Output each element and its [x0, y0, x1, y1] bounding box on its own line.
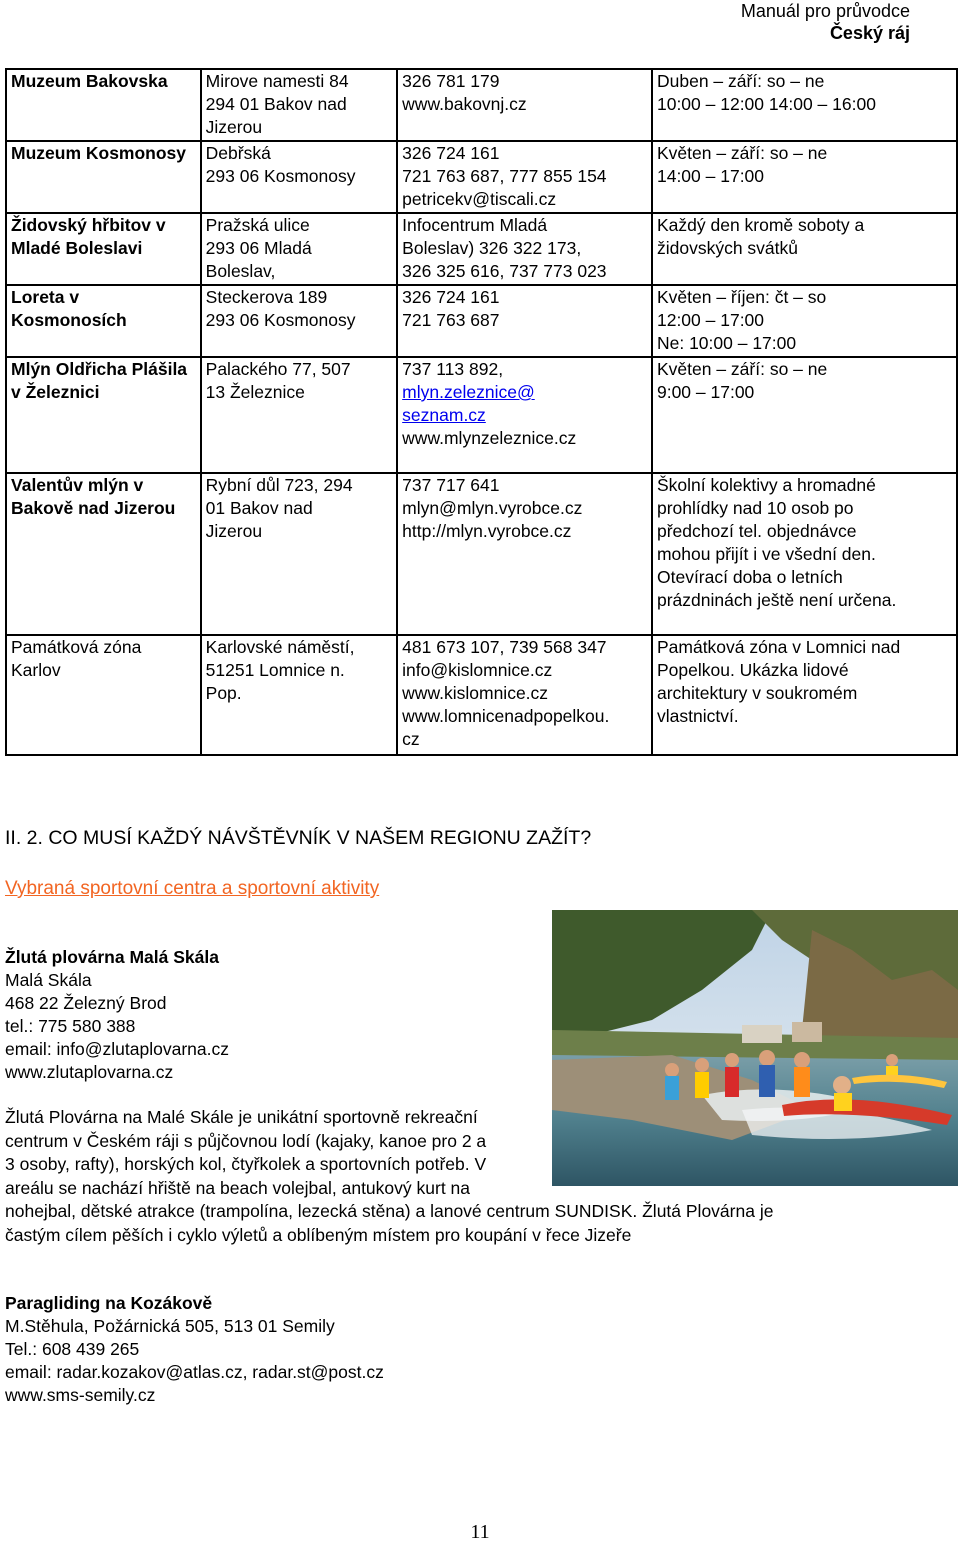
address-line: 293 06 Kosmonosy [205, 310, 356, 330]
address-line: 51251 Lomnice n. [205, 660, 345, 680]
address-line: Rybní důl 723, 294 [205, 475, 353, 495]
address-cell [201, 357, 398, 473]
address-line: 01 Bakov nad [205, 498, 313, 518]
plovarna-desc-line: centrum v Českém ráji s půjčovnou lodí (kajaky, kanoe pro 2 a [5, 1130, 487, 1151]
contact-line: 326 325 616, 737 773 023 [402, 261, 607, 281]
contact-line: 481 673 107, 739 568 347 [402, 637, 607, 657]
contact-line: 737 717 641 [402, 475, 500, 495]
contact-cell [397, 473, 652, 635]
attractions-table [5, 68, 958, 756]
address-line: 13 Železnice [205, 382, 305, 402]
attraction-name: Muzeum Bakovska [11, 71, 168, 91]
paragliding-line: M.Stěhula, Požárnická 505, 513 01 Semily [5, 1316, 335, 1336]
attraction-name-cell [6, 473, 201, 635]
contact-line: Infocentrum Mladá [402, 215, 548, 235]
contact-line: Boleslav) 326 322 173, [402, 238, 582, 258]
paragliding-line: www.sms-semily.cz [5, 1385, 156, 1405]
contact-line: mlyn@mlyn.vyrobce.cz [402, 498, 583, 518]
header-line-2: Český ráj [829, 23, 910, 43]
plovarna-line: email: info@zlutaplovarna.cz [5, 1039, 229, 1059]
address-line: Karlovské náměstí, [205, 637, 355, 657]
address-cell [201, 213, 398, 285]
contact-line: 737 113 892, [402, 359, 504, 379]
hours-line: Školní kolektivy a hromadné [656, 475, 876, 495]
address-line: Mirove namesti 84 [205, 71, 349, 91]
table-row [6, 635, 957, 755]
attraction-name-cell [6, 635, 201, 755]
contact-line: http://mlyn.vyrobce.cz [402, 521, 572, 541]
plovarna-contact [5, 946, 229, 1084]
hours-line: Ne: 10:00 – 17:00 [656, 333, 797, 353]
paragliding-line: email: radar.kozakov@atlas.cz, radar.st@post.cz [5, 1362, 384, 1382]
hours-line: Každý den kromě soboty a [656, 215, 865, 235]
plovarna-line: 468 22 Železný Brod [5, 993, 167, 1013]
paragliding-line: Tel.: 608 439 265 [5, 1339, 140, 1359]
contact-line: 326 781 179 [402, 71, 500, 91]
email-link[interactable]: mlyn.zeleznice@ [402, 382, 535, 402]
table-row [6, 213, 957, 285]
hours-cell [652, 635, 957, 755]
hours-line: prohlídky nad 10 osob po [656, 498, 854, 518]
plovarna-desc-line: 3 osoby, rafty), horských kol, čtyřkolek a sportovních potřeb. V [5, 1154, 487, 1174]
contact-line [402, 404, 647, 427]
contact-line: 326 724 161 [402, 287, 500, 307]
hours-line: architektury v soukromém [656, 683, 858, 703]
attraction-name: Muzeum Kosmonosy [11, 143, 187, 163]
contact-cell [397, 213, 652, 285]
attraction-name-cell [6, 213, 201, 285]
section-subtitle: Vybraná sportovní centra a sportovní aktivity [5, 878, 380, 899]
hours-line: 14:00 – 17:00 [656, 166, 765, 186]
address-line: 293 06 Kosmonosy [205, 166, 356, 186]
hours-cell [652, 473, 957, 635]
address-line: 293 06 Mladá [205, 238, 312, 258]
hours-line: Květen – říjen: čt – so [656, 287, 827, 307]
contact-cell [397, 69, 652, 141]
paragliding-name: Paragliding na Kozákově [5, 1293, 213, 1313]
hours-line: Otevírací doba o letních [656, 567, 843, 587]
address-line: Pop. [205, 683, 242, 703]
hours-line: Květen – září: so – ne [656, 143, 828, 163]
contact-line: 721 763 687, 777 855 154 [402, 166, 607, 186]
contact-cell [397, 357, 652, 473]
hours-line: židovských svátků [656, 238, 799, 258]
address-line: Palackého 77, 507 [205, 359, 351, 379]
hours-line: 12:00 – 17:00 [656, 310, 765, 330]
contact-line: cz [402, 729, 420, 749]
contact-line: www.lomnicenadpopelkou. [402, 706, 610, 726]
plovarna-line: www.zlutaplovarna.cz [5, 1062, 174, 1082]
address-line: Pražská ulice [205, 215, 310, 235]
contact-cell [397, 285, 652, 357]
contact-cell [397, 141, 652, 213]
attraction-name: Valentův mlýn v Bakově nad Jizerou [11, 475, 176, 518]
contact-line: 326 724 161 [402, 143, 500, 163]
address-cell [201, 635, 398, 755]
address-cell [201, 473, 398, 635]
paragliding-contact [5, 1292, 384, 1407]
table-row [6, 357, 957, 473]
attraction-name-cell [6, 285, 201, 357]
attraction-name-cell [6, 141, 201, 213]
section-title: II. 2. CO MUSÍ KAŽDÝ NÁVŠTĚVNÍK V NAŠEM REGIONU ZAŽÍT? [5, 827, 592, 849]
hours-cell [652, 141, 957, 213]
contact-cell [397, 635, 652, 755]
email-link[interactable]: seznam.cz [402, 405, 486, 425]
address-line: Debřská [205, 143, 271, 163]
contact-line: info@kislomnice.cz [402, 660, 553, 680]
address-line: Steckerova 189 [205, 287, 328, 307]
address-cell [201, 285, 398, 357]
contact-line: www.bakovnj.cz [402, 94, 527, 114]
attraction-name-cell [6, 69, 201, 141]
page-header [741, 0, 910, 44]
contact-line: www.kislomnice.cz [402, 683, 549, 703]
table-row [6, 69, 957, 141]
address-line: Jizerou [205, 521, 263, 541]
contact-line: petricekv@tiscali.cz [402, 189, 557, 209]
attraction-name: Památková zóna Karlov [11, 637, 142, 680]
table-row [6, 473, 957, 635]
address-line: Jizerou [205, 117, 263, 137]
hours-line: vlastnictví. [656, 706, 739, 726]
attraction-name-cell [6, 357, 201, 473]
address-line: 294 01 Bakov nad [205, 94, 347, 114]
plovarna-desc-line: areálu se nachází hřiště na beach volejbal, antukový kurt na [5, 1177, 471, 1198]
plovarna-line: Malá Skála [5, 970, 92, 990]
hours-line: Popelkou. Ukázka lidové [656, 660, 849, 680]
hours-cell [652, 285, 957, 357]
header-line-1: Manuál pro průvodce [740, 1, 910, 21]
contact-line: 721 763 687 [402, 310, 500, 330]
contact-line [402, 381, 647, 404]
attraction-name: Židovský hřbitov v Mladé Boleslavi [11, 215, 166, 258]
attraction-name: Loreta v Kosmonosích [11, 287, 127, 330]
plovarna-desc-line: Žlutá Plovárna na Malé Skále je unikátní sportovně rekreační [5, 1107, 478, 1127]
plovarna-description [5, 1106, 945, 1247]
table-row [6, 141, 957, 213]
address-line: Boleslav, [205, 261, 276, 281]
plovarna-line: tel.: 775 580 388 [5, 1016, 136, 1036]
contact-line: www.mlynzeleznice.cz [402, 428, 577, 448]
hours-line: Památková zóna v Lomnici nad [656, 637, 901, 657]
hours-cell [652, 69, 957, 141]
hours-line: předchozí tel. objednávce [656, 521, 857, 541]
hours-line: prázdninách ještě není určena. [656, 590, 897, 610]
hours-line: 10:00 – 12:00 14:00 – 16:00 [656, 94, 876, 114]
address-cell [201, 69, 398, 141]
hours-line: 9:00 – 17:00 [656, 382, 755, 402]
hours-cell [652, 357, 957, 473]
hours-cell [652, 213, 957, 285]
hours-line: mohou přijít i ve všední den. [656, 544, 876, 564]
hours-line: Duben – září: so – ne [656, 71, 825, 91]
attraction-name: Mlýn Oldřicha Plášila v Železnici [11, 359, 188, 402]
table-row [6, 285, 957, 357]
plovarna-desc-line: častým cílem pěších i cyklo výletů a oblíbeným místem pro koupání v řece Jizeře [5, 1224, 632, 1245]
address-cell [201, 141, 398, 213]
page-number: 11 [470, 1521, 490, 1543]
plovarna-name: Žlutá plovárna Malá Skála [5, 947, 219, 967]
hours-line: Květen – září: so – ne [656, 359, 828, 379]
plovarna-desc-line: nohejbal, dětské atrakce (trampolína, lezecká stěna) a lanové centrum SUNDISK. Žlutá Plovárna je [5, 1201, 774, 1221]
